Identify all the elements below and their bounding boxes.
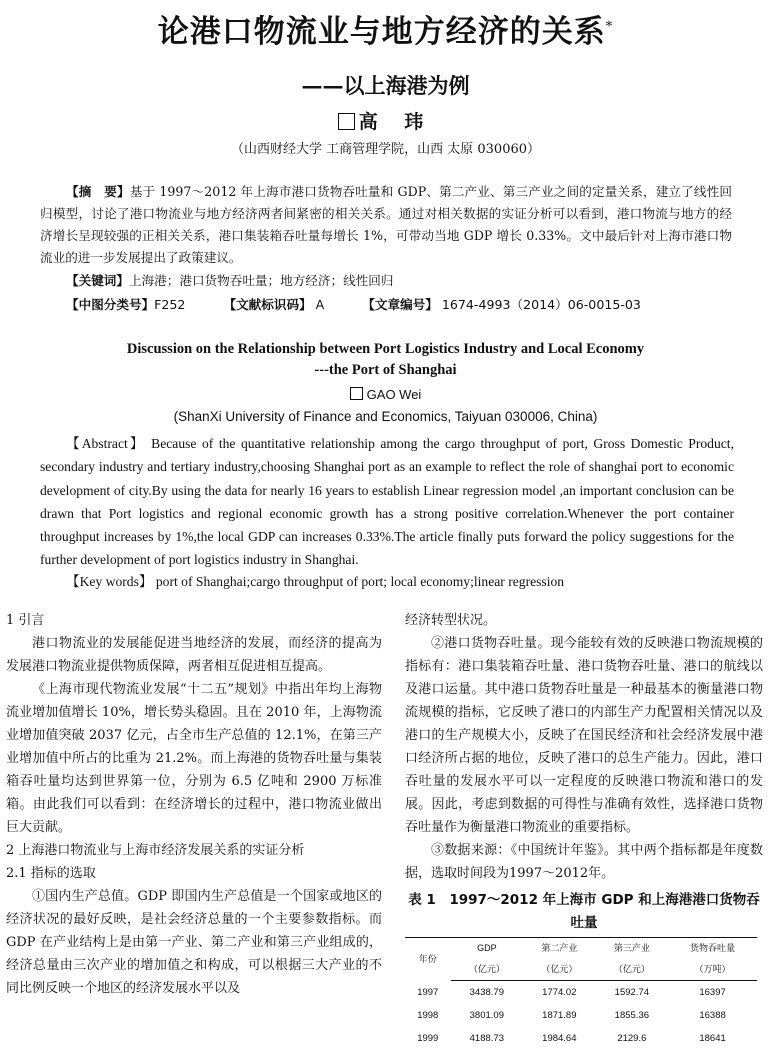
clc-label: 【中图分类号】 <box>66 297 155 312</box>
col-header-year: 年份 <box>405 938 451 981</box>
english-title-line1: Discussion on the Relationship between Port Logistics Industry and Local Economy <box>126 341 645 357</box>
table-unit-row <box>405 959 757 981</box>
table-row <box>405 1027 757 1050</box>
table-row <box>405 981 757 1005</box>
section-2-heading: 2 上海港口物流业与上海市经济发展关系的实证分析 <box>6 843 305 858</box>
body-paragraph: ①国内生产总值。GDP 即国内生产总值是一个国家或地区的经济状况的最好反映，是社会经济总量的一个主要参数指标。而 GDP 在产业结构上是由第一产业、第二产业和第三产业组成的，经济总量由三次产业的增加值之和构成，可以根据三大产业的不同比例反映一个地区的经济发展水平以及 <box>6 889 382 996</box>
english-title-line2: ---the Port of Shanghai <box>314 362 457 378</box>
table-cell: 4188.73 <box>469 1033 504 1044</box>
author-name: 高 玮 <box>358 111 434 133</box>
keywords-en-text: port of Shanghai;cargo throughput of port; local economy;linear regression <box>155 574 565 589</box>
table-cell: 1998 <box>417 1010 439 1021</box>
table-cell: 1855.36 <box>614 1010 650 1021</box>
abstract-en-label: 【Abstract】 <box>66 436 146 451</box>
title-footnote-mark: * <box>605 19 614 35</box>
english-affiliation: (ShanXi University of Finance and Economics, Taiyuan 030006, China) <box>173 409 598 424</box>
english-title <box>0 339 771 381</box>
table-cell: 3438.79 <box>469 987 504 998</box>
abstract-cn-label: 【摘 要】 <box>66 184 130 199</box>
paper-title <box>0 6 771 51</box>
body-paragraph: 港口物流业的发展能促进当地经济的发展，而经济的提高为发展港口物流业提供物质保障，两者相互促进相互提高。 <box>6 636 382 674</box>
table-cell: 1997 <box>417 986 439 998</box>
col-header-secondary: 第二产业 <box>523 938 596 960</box>
clc-field <box>66 297 185 312</box>
table-cell: 1999 <box>417 1033 439 1044</box>
author-box-icon <box>338 113 355 130</box>
keywords-en-label: 【Key words】 <box>66 574 153 589</box>
author-line <box>0 107 771 134</box>
table-cell: 16397 <box>699 987 726 998</box>
gdp-throughput-table <box>405 937 757 1050</box>
english-author <box>0 387 771 402</box>
author-affiliation: （山西财经大学 工商管理学院，山西 太原 030060） <box>230 142 541 157</box>
body-paragraph: 《上海市现代物流业发展“十二五”规划》中指出年均上海物流业增加值增长 10%，增长势头稳固。且在 2010 年，上海物流业增加值突破 2037 亿元，占全市生产总值的 12.1%，在第三产业增加值中所占的比重为 21.2%。而上海港的货物吞吐量与集装箱吞吐量均达到世界第一位，分别为 6.5 亿吨和 2900 万标准箱。由此我们可以看到：在经济增长的过程中，港口物流业做出巨大贡献。 <box>6 682 382 835</box>
col-unit-throughput: （万吨） <box>668 959 757 981</box>
body-right-column <box>405 609 763 1050</box>
abstract-en-text: Because of the quantitative relationship among the cargo throughput of port, Gross Domestic Product, secondary industry and tertiary industry,choosing Shanghai port as an example to reflect the role of shanghai port to economic development of city.By using the data for nearly 16 years to establish Linear regression model ,an important conclusion can be drawn that Port logistics and regional economic growth has a strong positive correlation.Whenever the port container throughput increases by 1%,the local GDP can increases 0.33%.The article finally puts forward the policy suggestions for the further development of port logistics industry in Shanghai. <box>40 436 734 568</box>
body-left-column <box>6 609 382 1000</box>
col-header-tertiary: 第三产业 <box>596 938 669 960</box>
keywords-cn-text: 上海港；港口货物吞吐量；地方经济；线性回归 <box>128 273 394 288</box>
table-row <box>405 1004 757 1027</box>
doc-code-label: 【文献标识码】 <box>223 297 312 312</box>
clc-value: F252 <box>154 297 186 312</box>
doc-code-field <box>223 297 324 312</box>
abstract-cn-text: 基于 1997～2012 年上海市港口货物吞吐量和 GDP、第二产业、第三产业之间的定量关系，建立了线性回归模型，讨论了港口物流业与地方经济两者间紧密的相关关系。通过对相关数据的实证分析可以看到，港口物流与地方的经济增长呈现较强的正相关关系，港口集装箱吞吐量每增长 1%，可带动当地 GDP 增长 0.33%。文中最后针对上海市港口物流业的进一步发展提出了政策建议。 <box>40 184 732 265</box>
english-author-box-icon <box>350 387 363 400</box>
col-unit-secondary: （亿元） <box>523 959 596 981</box>
table-cell: 2129.6 <box>617 1033 647 1044</box>
body-paragraph: 经济转型状况。 <box>405 613 497 628</box>
article-no-label: 【文章编号】 <box>362 297 438 312</box>
english-author-name: GAO Wei <box>366 387 422 402</box>
section-2-1-heading: 2.1 指标的选取 <box>6 866 96 881</box>
abstract-en <box>40 432 734 572</box>
table-cell: 3801.09 <box>469 1010 504 1021</box>
doc-code-value: A <box>315 297 325 312</box>
table-cell: 1871.89 <box>542 1010 577 1021</box>
table-cell: 18641 <box>699 1033 726 1044</box>
paper-subtitle: ——以上海港为例 <box>301 73 470 98</box>
article-meta <box>66 294 675 313</box>
table-header-row <box>405 938 757 960</box>
keywords-en <box>66 570 564 590</box>
abstract-cn <box>40 181 732 269</box>
col-unit-tertiary: （亿元） <box>596 959 669 981</box>
table-cell: 16388 <box>699 1010 726 1021</box>
table-cell: 1984.64 <box>542 1033 577 1044</box>
section-1-heading: 1 引言 <box>6 613 45 628</box>
body-paragraph: ③数据来源：《中国统计年鉴》。其中两个指标都是年度数据，选取时间段为1997～2012年。 <box>405 843 763 881</box>
article-no-field <box>362 297 641 312</box>
col-header-throughput: 货物吞吐量 <box>668 938 757 960</box>
table-caption: 表 1 1997～2012 年上海市 GDP 和上海港港口货物吞吐量 <box>408 892 760 931</box>
col-header-gdp: GDP <box>451 938 524 960</box>
col-unit-gdp: （亿元） <box>451 959 524 981</box>
body-paragraph: ②港口货物吞吐量。现今能较有效的反映港口物流规模的指标有：港口集装箱吞吐量、港口货物吞吐量、港口的航线以及港口运量。其中港口货物吞吐量是一种最基本的衡量港口物流规模的指标，它反映了港口的内部生产力配置相关情况以及港口的生产规模大小，反映了在国民经济和社会经济发展中港口经济所占据的地位，反映了港口的总生产能力。因此，港口吞吐量的发展水平可以一定程度的反映港口物流和港口的发展。因此，考虑到数据的可得性与准确有效性，选择港口货物吞吐量作为衡量港口物流业的重要指标。 <box>405 636 763 835</box>
table-cell: 1592.74 <box>614 987 650 998</box>
article-no-value: 1674-4993（2014）06-0015-03 <box>441 297 641 312</box>
keywords-cn-label: 【关键词】 <box>66 273 129 288</box>
title-text: 论港口物流业与地方经济的关系 <box>157 14 606 50</box>
keywords-cn <box>66 270 393 292</box>
table-cell: 1774.02 <box>542 987 577 998</box>
